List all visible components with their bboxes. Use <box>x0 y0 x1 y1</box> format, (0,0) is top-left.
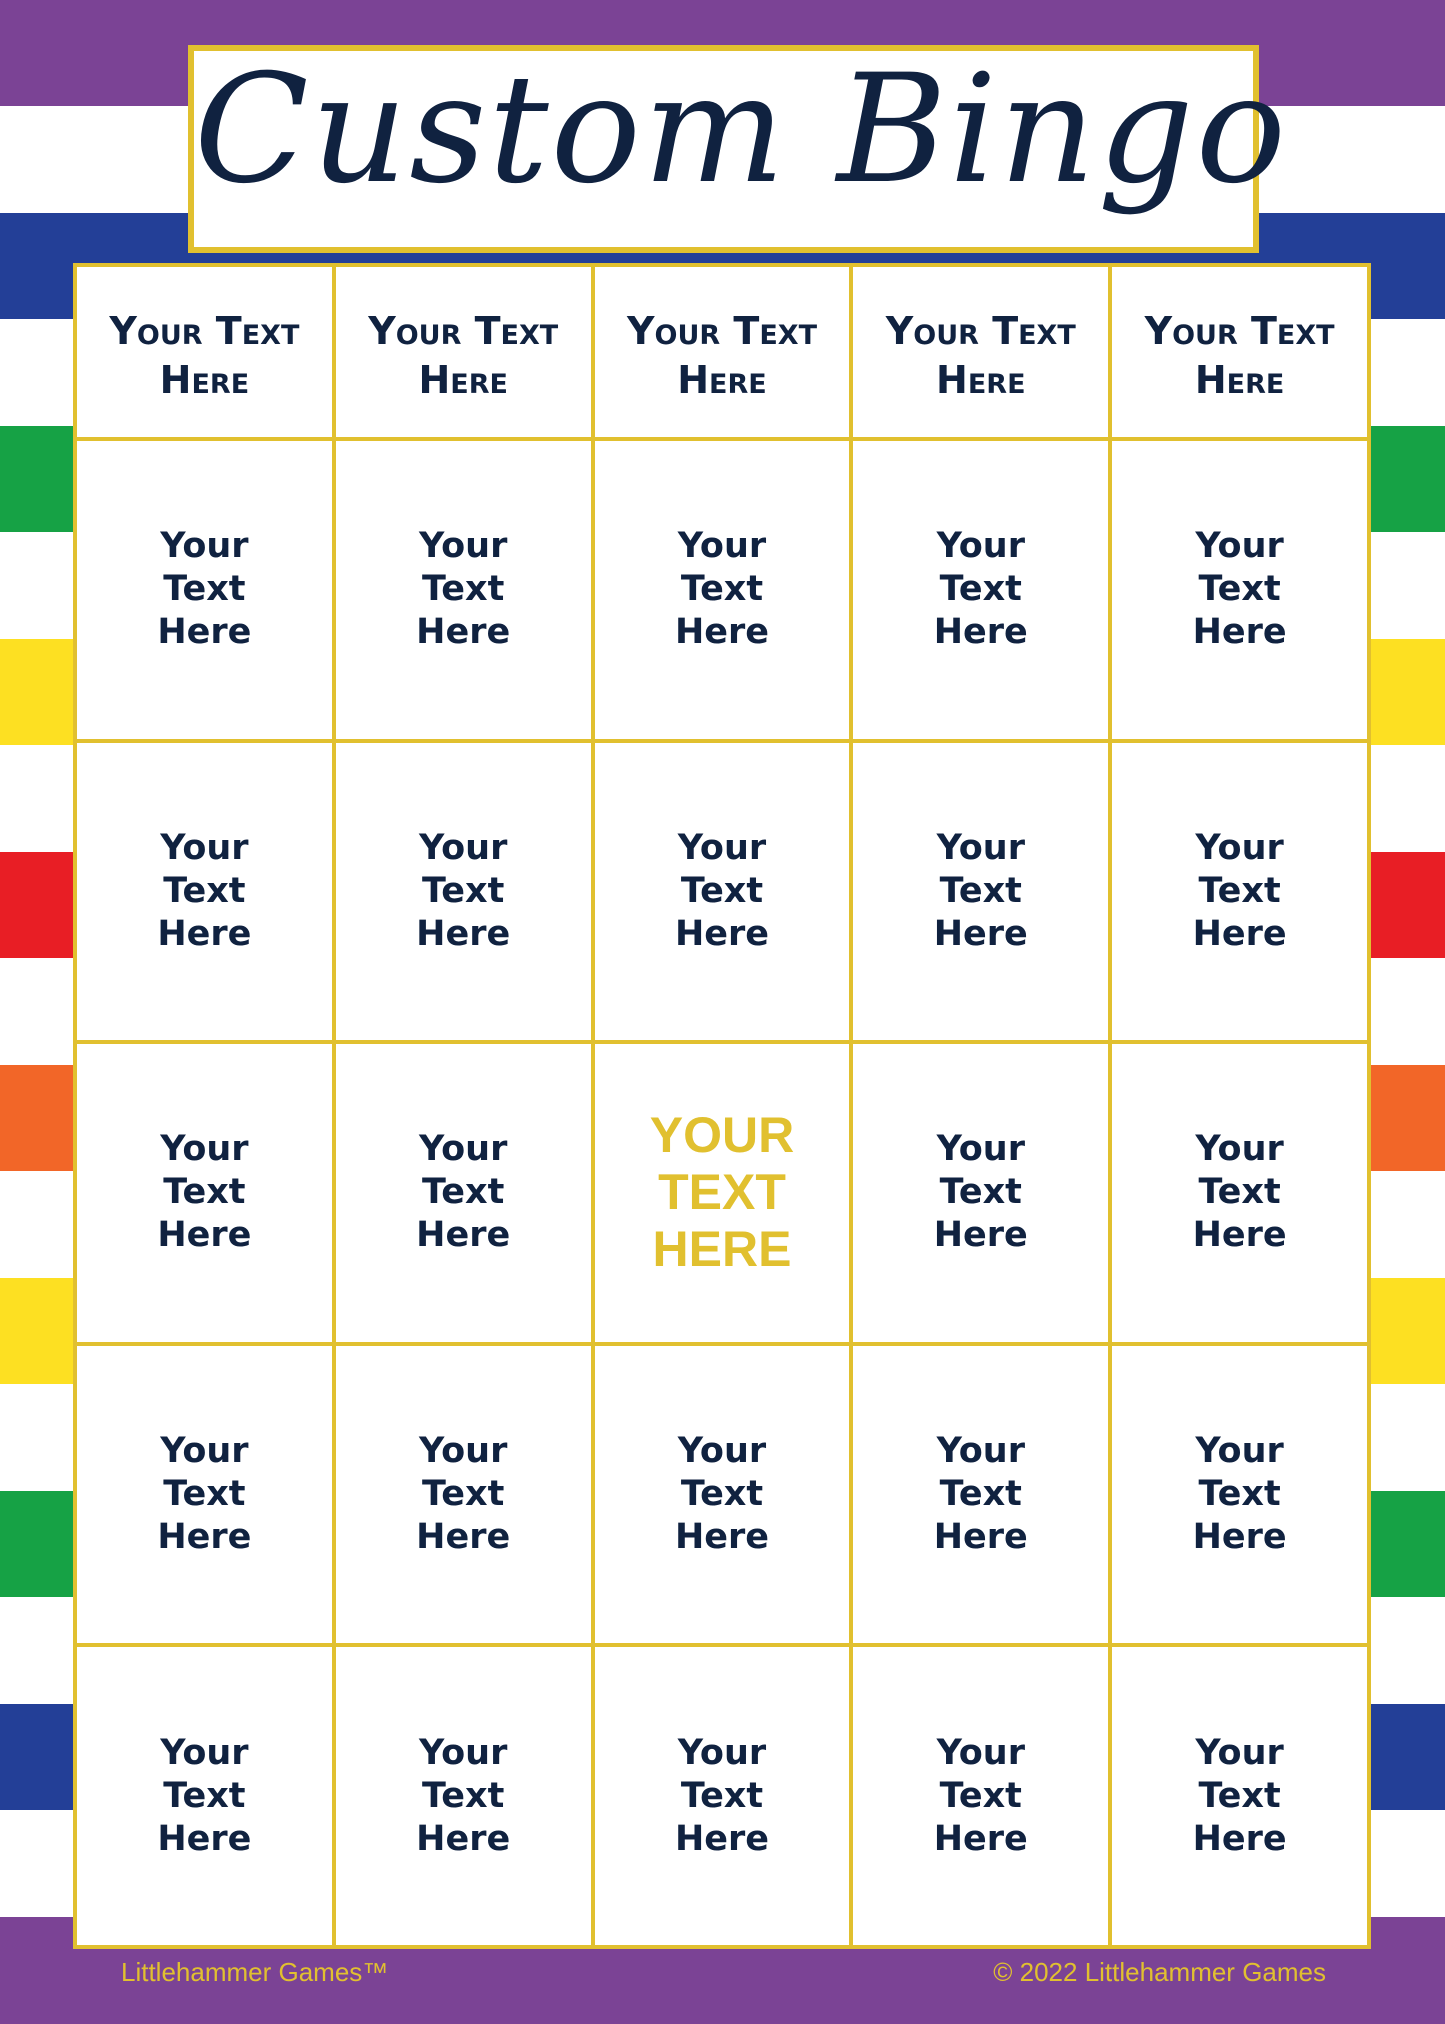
cell-label: Your Text Here <box>1192 827 1287 954</box>
bingo-cell[interactable] <box>336 1044 591 1342</box>
bingo-cell[interactable] <box>1112 1647 1367 1945</box>
header-cell <box>77 267 332 437</box>
header-label: Your Text Here <box>885 308 1076 402</box>
header-cell <box>336 267 591 437</box>
cell-label: Your Text Here <box>416 1732 511 1859</box>
bingo-cell[interactable] <box>1112 1346 1367 1644</box>
cell-label: Your Text Here <box>157 526 252 653</box>
bingo-cell[interactable] <box>336 1647 591 1945</box>
cell-label: Your Text Here <box>1192 1732 1287 1859</box>
bingo-cell[interactable] <box>336 441 591 739</box>
free-space-cell[interactable] <box>595 1044 850 1342</box>
cell-label: Your Text Here <box>933 1431 1028 1558</box>
bingo-cell[interactable] <box>1112 743 1367 1041</box>
cell-label: Your Text Here <box>157 827 252 954</box>
footer-copyright: © 2022 Littlehammer Games <box>993 1957 1326 1987</box>
bingo-cell[interactable] <box>595 743 850 1041</box>
cell-label: Your Text Here <box>1192 1431 1287 1558</box>
free-space-label: YOUR TEXT HERE <box>649 1107 795 1278</box>
title-banner <box>188 43 1288 253</box>
cell-label: Your Text Here <box>933 827 1028 954</box>
bingo-cell[interactable] <box>77 743 332 1041</box>
cell-label: Your Text Here <box>674 1431 769 1558</box>
bingo-cell[interactable] <box>77 1044 332 1342</box>
footer-brand: Littlehammer Games™ <box>121 1957 389 1987</box>
header-cell <box>595 267 850 437</box>
header-label: Your Text Here <box>1144 308 1335 402</box>
cell-label: Your Text Here <box>933 1129 1028 1256</box>
bingo-cell[interactable] <box>1112 441 1367 739</box>
header-label: Your Text Here <box>368 308 559 402</box>
cell-label: Your Text Here <box>674 1732 769 1859</box>
cell-label: Your Text Here <box>157 1732 252 1859</box>
header-label: Your Text Here <box>626 308 817 402</box>
cell-label: Your Text Here <box>157 1129 252 1256</box>
bingo-cell[interactable] <box>853 1647 1108 1945</box>
bingo-cell[interactable] <box>77 1647 332 1945</box>
bingo-board <box>73 263 1371 1949</box>
bingo-cell[interactable] <box>595 1346 850 1644</box>
bingo-cell[interactable] <box>77 1346 332 1644</box>
bingo-cell[interactable] <box>77 441 332 739</box>
bingo-cell[interactable] <box>1112 1044 1367 1342</box>
bingo-cell[interactable] <box>853 1044 1108 1342</box>
bingo-cell[interactable] <box>853 1346 1108 1644</box>
cell-label: Your Text Here <box>933 526 1028 653</box>
cell-label: Your Text Here <box>1192 1129 1287 1256</box>
page-title: Custom Bingo <box>194 43 1288 217</box>
bingo-cell[interactable] <box>595 1647 850 1945</box>
cell-label: Your Text Here <box>416 827 511 954</box>
cell-label: Your Text Here <box>674 526 769 653</box>
bingo-cell[interactable] <box>336 743 591 1041</box>
header-label: Your Text Here <box>109 308 300 402</box>
header-cell <box>853 267 1108 437</box>
cell-label: Your Text Here <box>157 1431 252 1558</box>
bingo-cell[interactable] <box>853 743 1108 1041</box>
cell-label: Your Text Here <box>1192 526 1287 653</box>
header-cell <box>1112 267 1367 437</box>
bingo-cell[interactable] <box>336 1346 591 1644</box>
cell-label: Your Text Here <box>416 526 511 653</box>
cell-label: Your Text Here <box>416 1431 511 1558</box>
cell-label: Your Text Here <box>933 1732 1028 1859</box>
cell-label: Your Text Here <box>674 827 769 954</box>
bingo-cell[interactable] <box>853 441 1108 739</box>
cell-label: Your Text Here <box>416 1129 511 1256</box>
bingo-cell[interactable] <box>595 441 850 739</box>
